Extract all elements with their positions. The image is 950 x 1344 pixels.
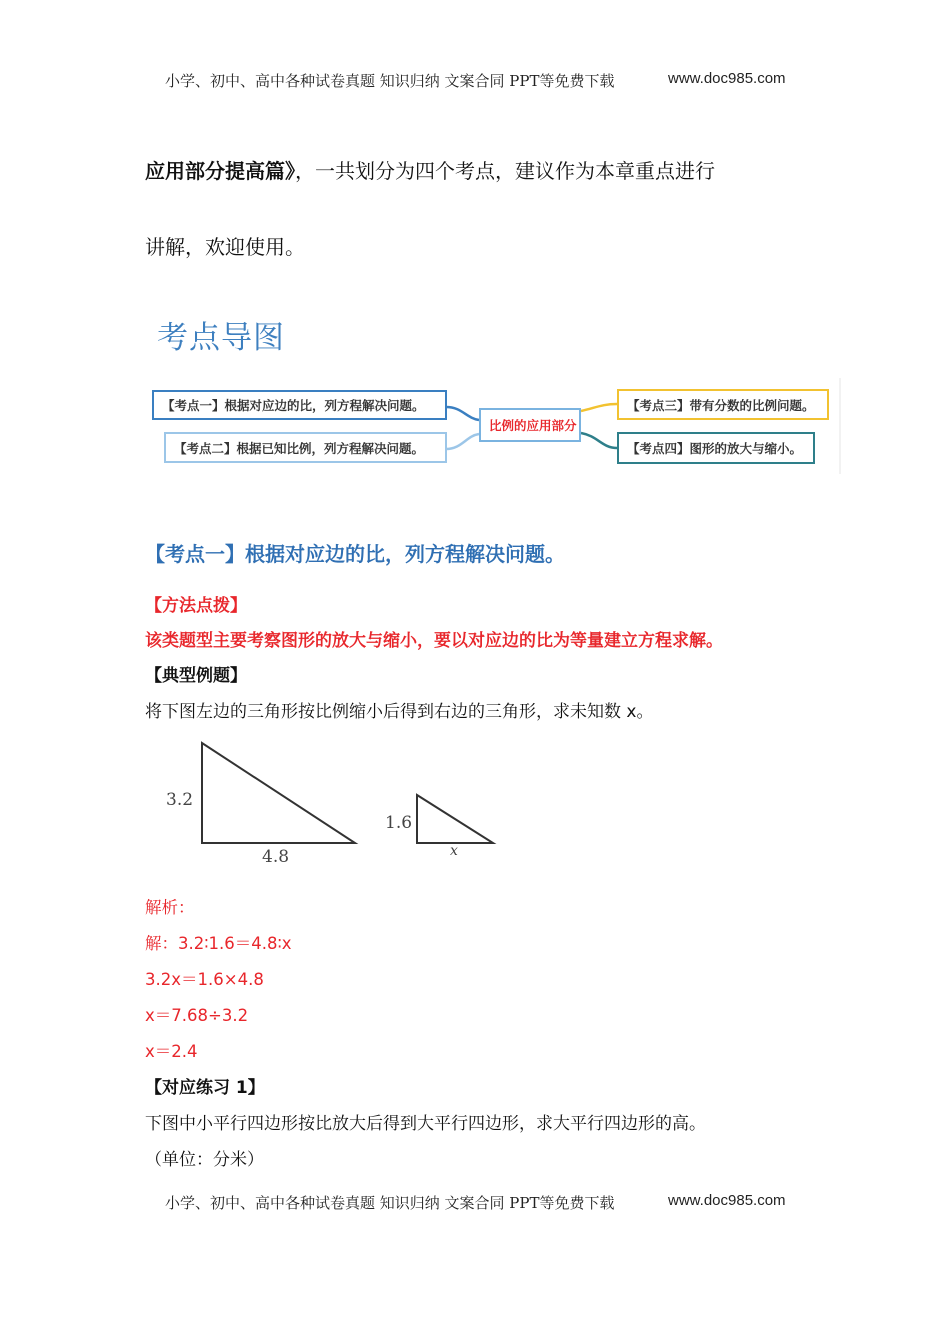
- mindmap-node-4: 【考点四】图形的放大与缩小。: [617, 432, 815, 464]
- mindmap-node-2: 【考点二】根据已知比例，列方程解决问题。: [164, 432, 447, 463]
- triangle-figure: [160, 735, 510, 870]
- method-text: 该类题型主要考察图形的放大与缩小，要以对应边的比为等量建立方程求解。: [145, 631, 723, 651]
- mindmap-title: 考点导图: [157, 320, 285, 356]
- intro-bold-title: 应用部分提高篇》: [145, 159, 295, 183]
- practice-text: 下图中小平行四边形按比放大后得到大平行四边形，求大平行四边形的高。: [145, 1114, 706, 1134]
- solution-line-3: x＝7.68÷3.2: [145, 1006, 249, 1025]
- analysis-label: 解析：: [145, 898, 195, 917]
- small-triangle-height: 1.6: [385, 813, 413, 833]
- practice-tag: 【对应练习 1】: [145, 1078, 265, 1098]
- intro-text-1: ，一共划分为四个考点，建议作为本章重点进行: [295, 159, 715, 183]
- footer-text: 小学、初中、高中各种试卷真题 知识归纳 文案合同 PPT等免费下载: [165, 1194, 615, 1212]
- footer-url[interactable]: www.doc985.com: [668, 1192, 786, 1209]
- solution-line-2: 3.2x＝1.6×4.8: [145, 970, 264, 989]
- section-title: 【考点一】根据对应边的比，列方程解决问题。: [145, 542, 565, 566]
- method-tag: 【方法点拨】: [145, 596, 247, 616]
- solution-line-4: x＝2.4: [145, 1042, 198, 1061]
- big-triangle-height: 3.2: [166, 790, 194, 810]
- solution-line-1: 解：3.2∶1.6＝4.8∶x: [145, 934, 292, 953]
- mindmap: [150, 378, 842, 474]
- practice-unit: （单位：分米）: [145, 1150, 264, 1170]
- example-tag: 【典型例题】: [145, 666, 247, 686]
- mindmap-node-1: 【考点一】根据对应边的比，列方程解决问题。: [152, 390, 447, 420]
- header-text: 小学、初中、高中各种试卷真题 知识归纳 文案合同 PPT等免费下载: [165, 72, 615, 90]
- example-text: 将下图左边的三角形按比例缩小后得到右边的三角形，求未知数 x。: [145, 702, 654, 722]
- big-triangle-base: 4.8: [262, 847, 290, 867]
- intro-line-1: [145, 155, 715, 184]
- small-triangle-base: x: [450, 843, 458, 859]
- mindmap-center: 比例的应用部分: [479, 408, 581, 442]
- header-url[interactable]: www.doc985.com: [668, 70, 786, 87]
- mindmap-node-3: 【考点三】带有分数的比例问题。: [617, 389, 829, 420]
- intro-line-2: 讲解，欢迎使用。: [145, 235, 305, 259]
